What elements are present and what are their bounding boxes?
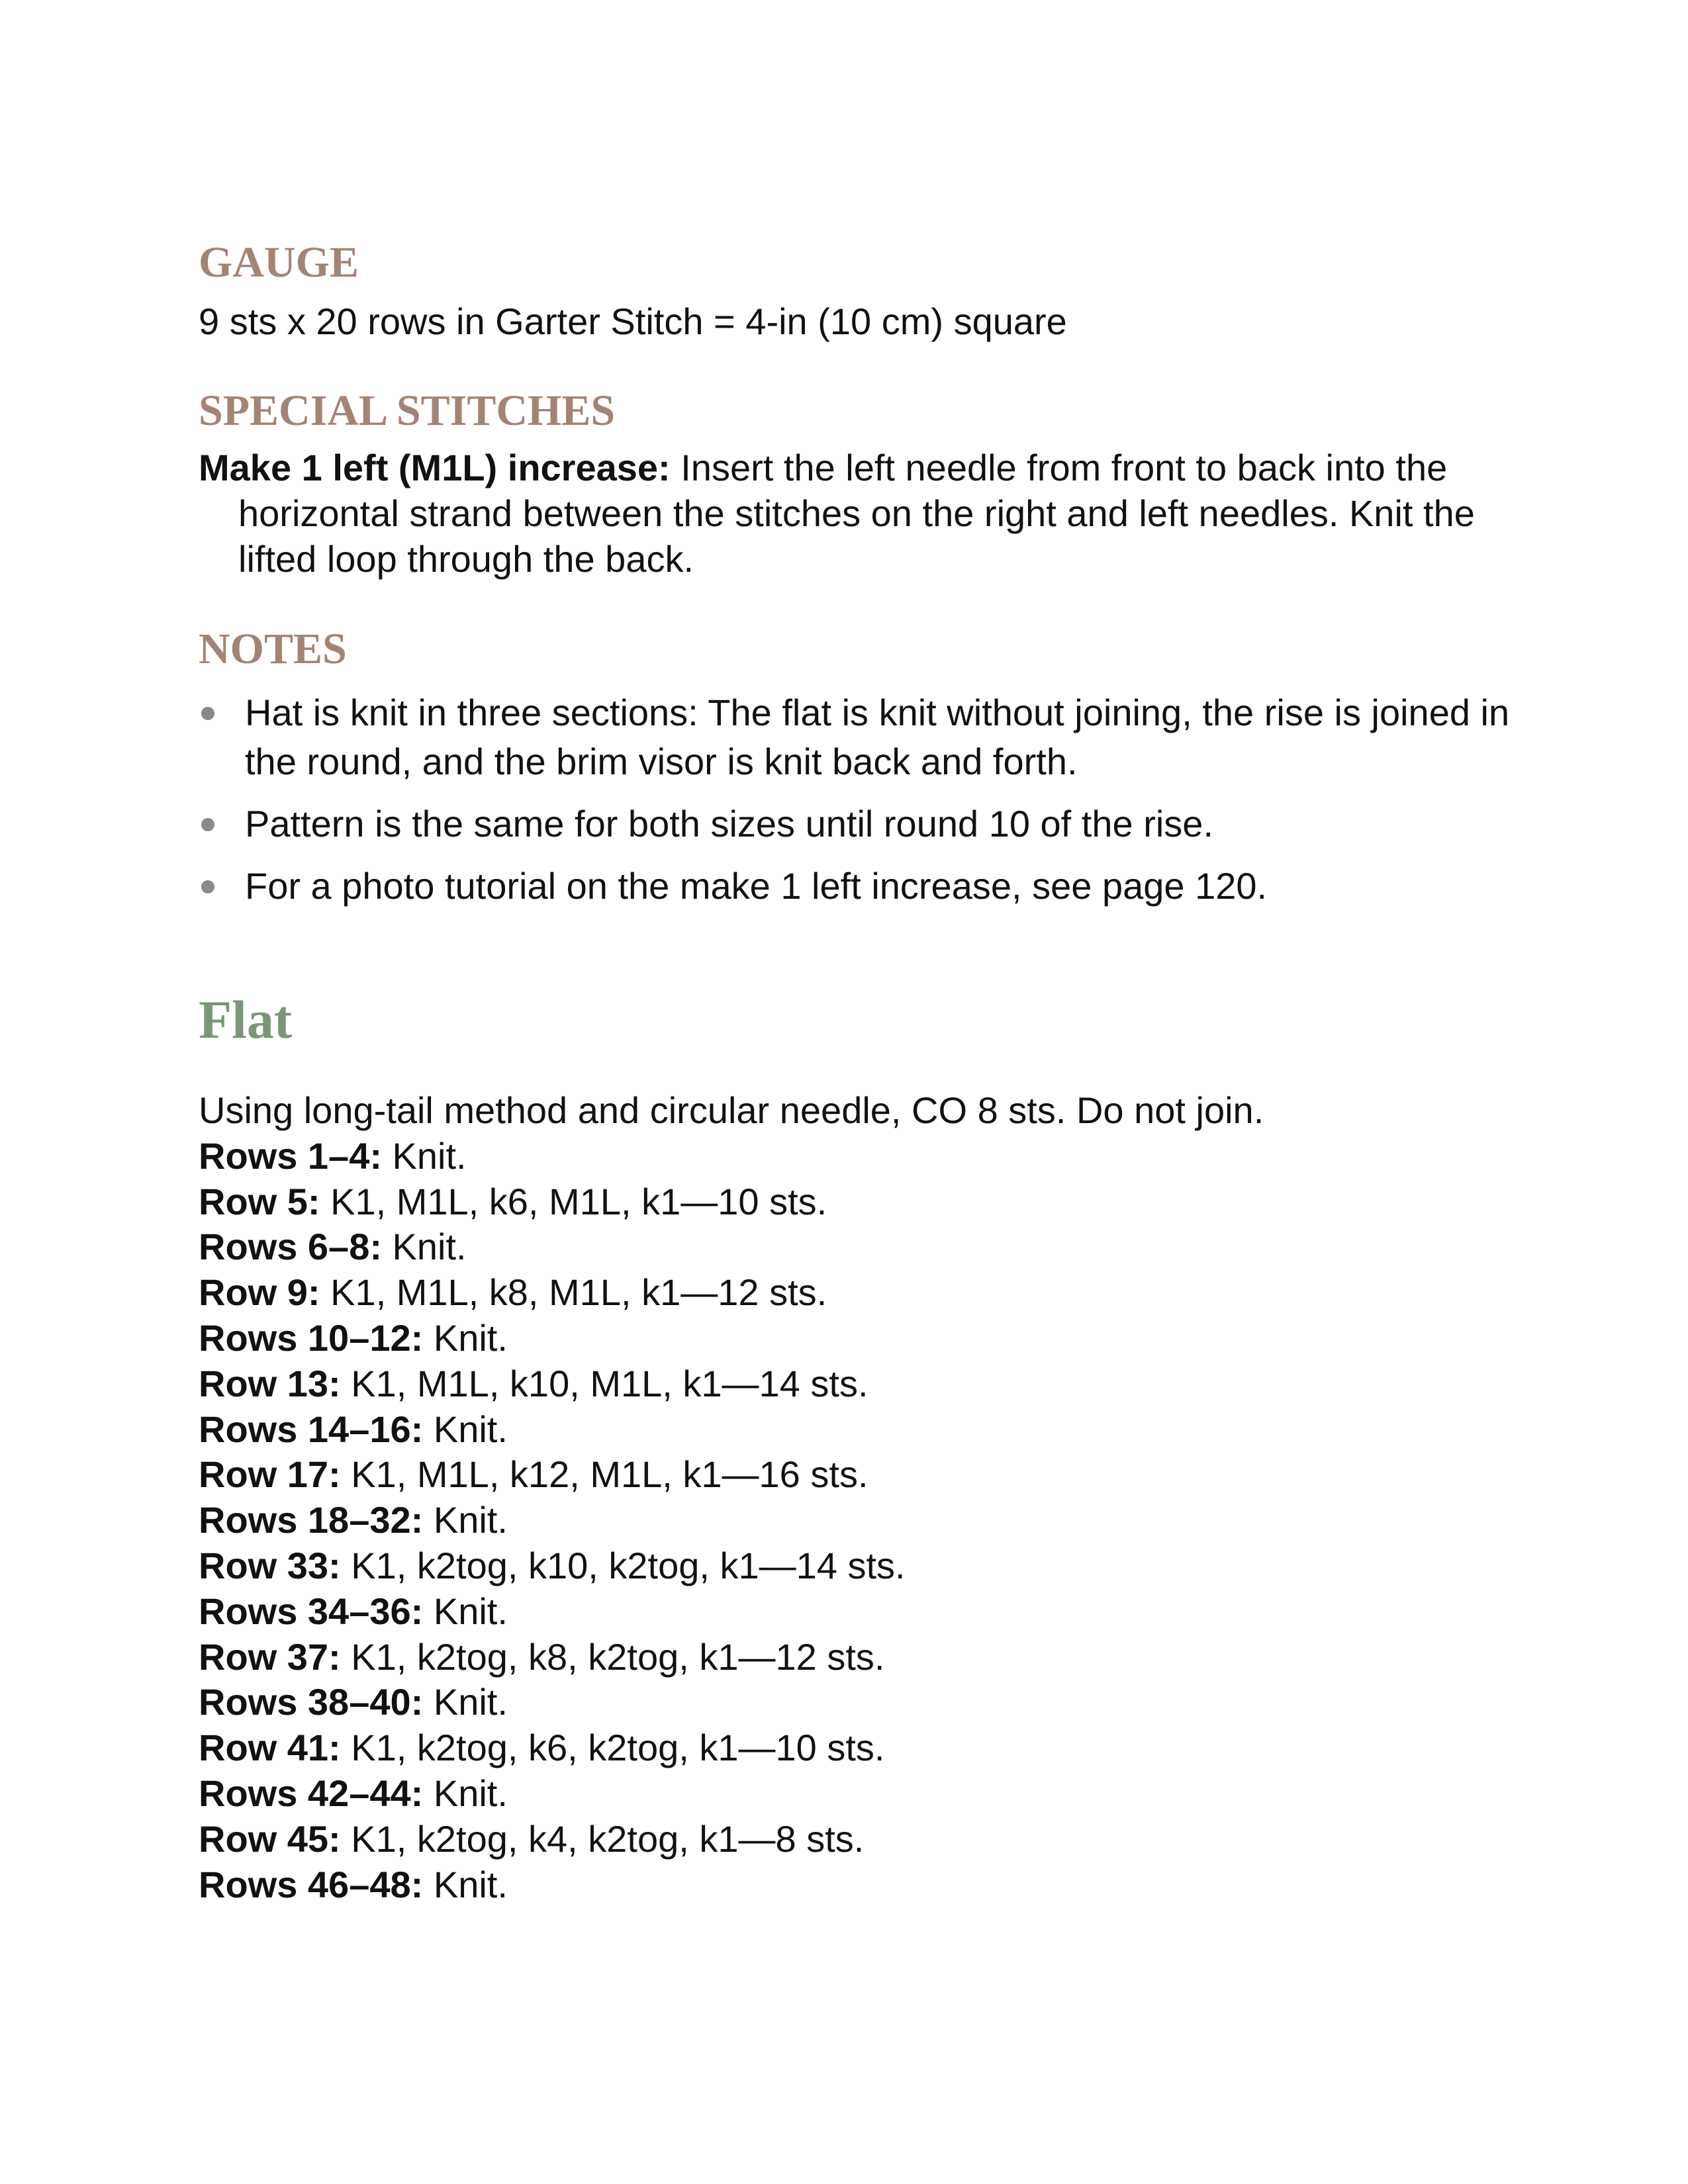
row-label: Rows 6–8: <box>199 1226 382 1268</box>
row-label: Rows 38–40: <box>199 1681 424 1723</box>
note-item <box>199 799 1523 848</box>
row-text: Knit. <box>423 1499 508 1541</box>
row-instruction <box>199 1862 1264 1908</box>
row-instruction <box>199 1452 1264 1498</box>
bullet-icon <box>201 707 214 720</box>
row-text: K1, k2tog, k8, k2tog, k1—12 sts. <box>340 1635 885 1678</box>
row-text: Knit. <box>423 1408 508 1450</box>
row-text: K1, M1L, k8, M1L, k1—12 sts. <box>320 1271 827 1314</box>
row-label: Row 13: <box>199 1362 341 1404</box>
row-instruction <box>199 1589 1264 1635</box>
row-instruction <box>199 1543 1264 1589</box>
row-text: Knit. <box>423 1863 508 1905</box>
special-stitches-heading: SPECIAL STITCHES <box>199 387 616 435</box>
row-text: K1, M1L, k12, M1L, k1—16 sts. <box>340 1453 868 1496</box>
gauge-text: 9 sts x 20 rows in Garter Stitch = 4-in (10 cm) square <box>199 300 1067 342</box>
row-label: Row 37: <box>199 1635 341 1678</box>
row-label: Row 9: <box>199 1271 320 1314</box>
row-text: Knit. <box>423 1316 508 1359</box>
gauge-heading: GAUGE <box>199 238 359 287</box>
row-text: Knit. <box>423 1681 508 1723</box>
flat-section-heading: Flat <box>199 989 293 1050</box>
row-label: Rows 10–12: <box>199 1316 424 1359</box>
row-label: Row 45: <box>199 1817 341 1860</box>
row-label: Rows 1–4: <box>199 1134 382 1177</box>
row-label: Rows 42–44: <box>199 1772 424 1814</box>
row-text: Knit. <box>382 1226 467 1268</box>
row-instruction <box>199 1680 1264 1725</box>
row-instruction <box>199 1224 1264 1270</box>
row-text: K1, M1L, k10, M1L, k1—14 sts. <box>340 1362 868 1404</box>
bullet-icon <box>201 818 214 831</box>
row-instruction <box>199 1817 1264 1862</box>
row-instruction <box>199 1179 1264 1225</box>
row-text: K1, M1L, k6, M1L, k1—10 sts. <box>320 1180 827 1222</box>
row-text: Knit. <box>423 1590 508 1632</box>
row-instruction <box>199 1134 1264 1179</box>
row-label: Rows 18–32: <box>199 1499 424 1541</box>
row-text: Knit. <box>382 1134 467 1177</box>
notes-heading: NOTES <box>199 625 347 673</box>
special-stitch-definition <box>199 445 1549 582</box>
row-instruction <box>199 1361 1264 1407</box>
row-text: K1, k2tog, k4, k2tog, k1—8 sts. <box>340 1817 865 1860</box>
row-instruction <box>199 1407 1264 1453</box>
note-text: Hat is knit in three sections: The flat is knit without joining, the rise is joined in the round, and the brim visor is knit back and forth. <box>245 692 1510 782</box>
row-text: K1, k2tog, k6, k2tog, k1—10 sts. <box>340 1727 885 1769</box>
document-page <box>199 0 1523 2184</box>
row-label: Row 33: <box>199 1544 341 1586</box>
row-label: Row 5: <box>199 1180 320 1222</box>
row-instruction <box>199 1725 1264 1771</box>
special-stitch-term: Make 1 left (M1L) increase: <box>199 447 671 488</box>
row-text: K1, k2tog, k10, k2tog, k1—14 sts. <box>340 1544 906 1586</box>
note-text: For a photo tutorial on the make 1 left increase, see page 120. <box>245 865 1268 907</box>
row-label: Rows 34–36: <box>199 1590 424 1632</box>
flat-intro: Using long-tail method and circular needle, CO 8 sts. Do not join. <box>199 1089 1264 1131</box>
row-label: Rows 14–16: <box>199 1408 424 1450</box>
flat-instructions <box>199 1088 1264 1907</box>
row-instruction <box>199 1771 1264 1817</box>
row-label: Row 17: <box>199 1453 341 1496</box>
note-item <box>199 688 1523 786</box>
row-instruction <box>199 1270 1264 1316</box>
row-instruction <box>199 1316 1264 1361</box>
note-item <box>199 862 1523 911</box>
notes-list <box>199 688 1523 924</box>
row-label: Row 41: <box>199 1727 341 1769</box>
bullet-icon <box>201 880 214 893</box>
special-stitch-description: Insert the left needle from front to back into the horizontal strand between the stitches on the right and left needles. Knit the lifted loop through the back. <box>238 447 1475 580</box>
row-label: Rows 46–48: <box>199 1863 424 1905</box>
row-text: Knit. <box>423 1772 508 1814</box>
row-instruction <box>199 1498 1264 1543</box>
row-instruction <box>199 1635 1264 1680</box>
note-text: Pattern is the same for both sizes until round 10 of the rise. <box>245 803 1213 844</box>
